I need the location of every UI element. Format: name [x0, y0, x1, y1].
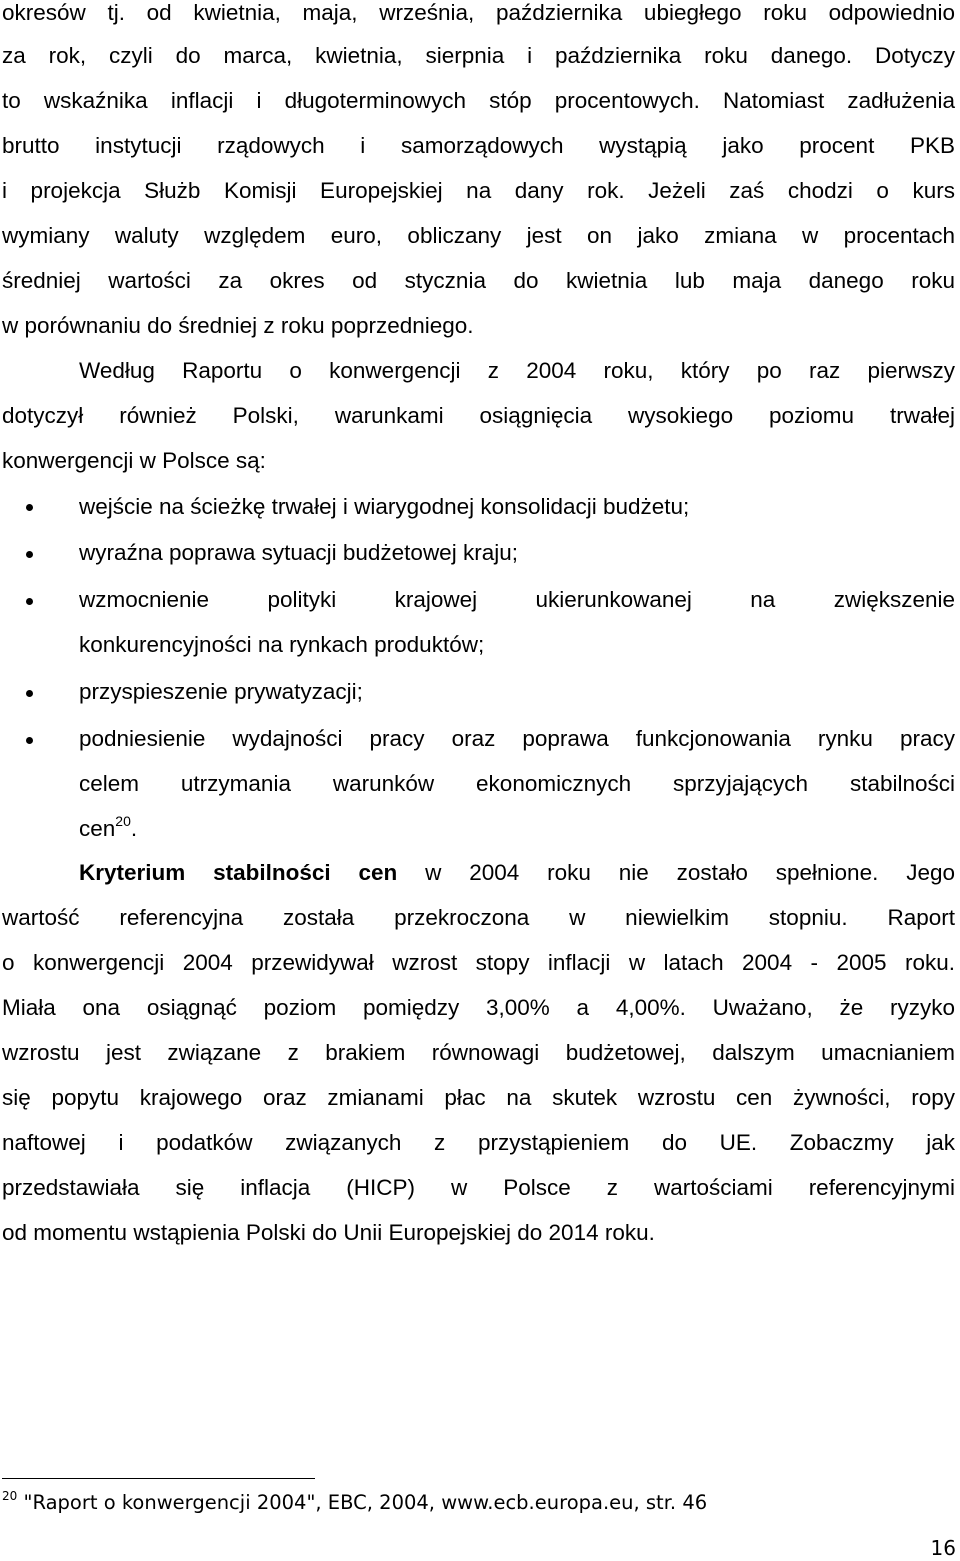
bullet-item: wyraźna poprawa sytuacji budżetowej kraju;	[79, 540, 518, 565]
bullet-item-continued: konkurencyjności na rynkach produktów;	[79, 632, 485, 657]
text-line: o konwergencji 2004 przewidywał wzrost stopy inflacji w latach 2004 - 2005 roku.	[2, 950, 955, 975]
text-line: Według Raportu o konwergencji z 2004 roku, który po raz pierwszy	[79, 358, 955, 383]
footnote-separator	[2, 1478, 315, 1479]
bold-phrase: Kryterium stabilności cen	[79, 860, 398, 885]
text-line: konwergencji w Polsce są:	[2, 448, 266, 473]
bullet-dot	[26, 598, 33, 605]
text-line: się popytu krajowego oraz zmianami płac na skutek wzrostu cen żywności, ropy	[2, 1085, 955, 1110]
text-line: w porównaniu do średniej z roku poprzedniego.	[2, 313, 474, 338]
text-line: naftowej i podatków związanych z przystąpieniem do UE. Zobaczmy jak	[2, 1130, 955, 1155]
footnote-number: 20	[2, 1489, 18, 1503]
bullet-dot	[26, 737, 33, 744]
bullet-dot	[26, 504, 33, 511]
footnote-reference[interactable]: 20	[115, 813, 131, 829]
page-number: 16	[930, 1536, 956, 1560]
text-line: przedstawiała się inflacja (HICP) w Polsce z wartościami referencyjnymi	[2, 1175, 955, 1200]
bullet-item: przyspieszenie prywatyzacji;	[79, 679, 363, 704]
text-line	[79, 858, 955, 888]
text-line: to wskaźnika inflacji i długoterminowych stóp procentowych. Natomiast zadłużenia	[2, 88, 955, 113]
text-line: wymiany waluty względem euro, obliczany jest on jako zmiana w procentach	[2, 223, 955, 248]
text-line: okresów tj. od kwietnia, maja, września, października ubiegłego roku odpowiednio	[2, 0, 955, 25]
bullet-item-continued: celem utrzymania warunków ekonomicznych sprzyjających stabilności	[79, 771, 955, 796]
footnote-text: "Raport o konwergencji 2004", EBC, 2004, www.ecb.europa.eu, str. 46	[17, 1491, 708, 1514]
bullet-period: .	[130, 816, 138, 841]
bullet-item: wejście na ścieżkę trwałej i wiarygodnej konsolidacji budżetu;	[79, 494, 690, 519]
bullet-dot	[26, 690, 33, 697]
footnote	[2, 1488, 707, 1518]
text-line: Miała ona osiągnąć poziom pomiędzy 3,00% a 4,00%. Uważano, że ryzyko	[2, 995, 955, 1020]
text-line: średniej wartości za okres od stycznia do kwietnia lub maja danego roku	[2, 268, 955, 293]
text-line: wartość referencyjna została przekroczona w niewielkim stopniu. Raport	[2, 905, 955, 930]
text-line: i projekcja Służb Komisji Europejskiej na dany rok. Jeżeli zaś chodzi o kurs	[2, 178, 955, 203]
bullet-text-end: cen	[79, 816, 116, 841]
bullet-dot	[26, 551, 33, 558]
bullet-item: podniesienie wydajności pracy oraz poprawa funkcjonowania rynku pracy	[79, 726, 955, 751]
text-line: brutto instytucji rządowych i samorządowych wystąpią jako procent PKB	[2, 133, 955, 158]
bullet-item-continued	[79, 814, 955, 844]
text-line: za rok, czyli do marca, kwietnia, sierpnia i października roku danego. Dotyczy	[2, 43, 955, 68]
bullet-item: wzmocnienie polityki krajowej ukierunkowanej na zwiększenie	[79, 587, 955, 612]
text-line: dotyczył również Polski, warunkami osiągnięcia wysokiego poziomu trwałej	[2, 403, 955, 428]
text-line: wzrostu jest związane z brakiem równowagi budżetowej, dalszym umacnianiem	[2, 1040, 955, 1065]
text-line: od momentu wstąpienia Polski do Unii Europejskiej do 2014 roku.	[2, 1220, 655, 1245]
text-run: w 2004 roku nie zostało spełnione. Jego	[397, 860, 955, 885]
